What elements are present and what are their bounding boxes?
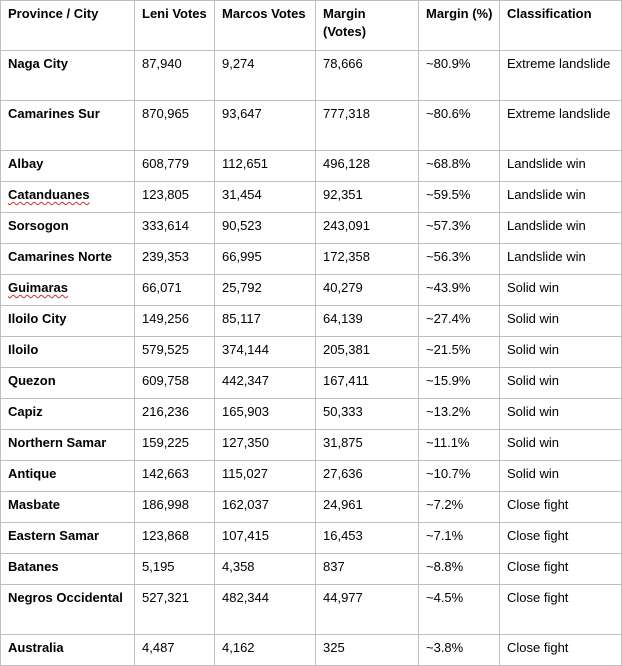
province-cell (1, 213, 135, 244)
leni-votes-cell (135, 275, 215, 306)
marcos-votes-cell (215, 492, 316, 523)
table-row (1, 213, 622, 244)
margin-percent-cell (419, 492, 500, 523)
margin-votes-cell-text: 325 (323, 640, 345, 655)
margin-percent-cell-text: ~80.9% (426, 56, 471, 71)
margin-votes-cell-text: 40,279 (323, 280, 363, 295)
province-cell (1, 306, 135, 337)
margin-votes-cell-text: 92,351 (323, 187, 363, 202)
header-province: Province / City (1, 1, 135, 51)
marcos-votes-cell-text: 482,344 (222, 590, 269, 605)
margin-votes-cell (316, 554, 419, 585)
province-cell (1, 151, 135, 182)
classification-cell-text: Solid win (507, 280, 560, 295)
marcos-votes-cell-text: 93,647 (222, 106, 262, 121)
classification-cell-text: Solid win (507, 342, 560, 357)
margin-votes-cell (316, 492, 419, 523)
margin-percent-cell (419, 635, 500, 666)
margin-percent-cell-text: ~13.2% (426, 404, 471, 419)
table-row (1, 101, 622, 151)
marcos-votes-cell-text: 90,523 (222, 218, 262, 233)
margin-percent-cell-text: ~8.8% (426, 559, 464, 574)
margin-votes-cell-text: 31,875 (323, 435, 363, 450)
province-cell-text: Negros Occidental (8, 590, 123, 605)
margin-votes-cell-text: 172,358 (323, 249, 370, 264)
margin-votes-cell (316, 399, 419, 430)
marcos-votes-cell-text: 4,358 (222, 559, 255, 574)
province-cell-text: Camarines Sur (8, 106, 100, 121)
leni-votes-cell (135, 492, 215, 523)
margin-votes-cell (316, 151, 419, 182)
table-row (1, 635, 622, 666)
province-cell (1, 523, 135, 554)
classification-cell (500, 585, 622, 635)
margin-percent-cell (419, 523, 500, 554)
header-leni-votes: Leni Votes (135, 1, 215, 51)
marcos-votes-cell-text: 162,037 (222, 497, 269, 512)
marcos-votes-cell-text: 85,117 (222, 311, 261, 326)
margin-votes-cell (316, 51, 419, 101)
leni-votes-cell (135, 554, 215, 585)
classification-cell (500, 51, 622, 101)
leni-votes-cell (135, 399, 215, 430)
header-classification: Classification (500, 1, 622, 51)
header-margin-percent: Margin (%) (419, 1, 500, 51)
margin-votes-cell-text: 27,636 (323, 466, 363, 481)
margin-percent-cell (419, 213, 500, 244)
marcos-votes-cell (215, 523, 316, 554)
marcos-votes-cell (215, 430, 316, 461)
classification-cell (500, 461, 622, 492)
province-cell-text: Batanes (8, 559, 59, 574)
marcos-votes-cell (215, 306, 316, 337)
classification-cell-text: Solid win (507, 404, 560, 419)
leni-votes-cell (135, 585, 215, 635)
province-cell (1, 368, 135, 399)
classification-cell (500, 213, 622, 244)
province-cell-text: Antique (8, 466, 57, 481)
margin-percent-cell (419, 368, 500, 399)
margin-votes-cell (316, 213, 419, 244)
leni-votes-cell-text: 609,758 (142, 373, 189, 388)
marcos-votes-cell-text: 25,792 (222, 280, 262, 295)
leni-votes-cell-text: 608,779 (142, 156, 189, 171)
classification-cell (500, 151, 622, 182)
table-row (1, 523, 622, 554)
margin-votes-cell-text: 50,333 (323, 404, 363, 419)
province-cell-text: Iloilo (8, 342, 39, 357)
margin-votes-cell (316, 244, 419, 275)
margin-percent-cell (419, 337, 500, 368)
margin-percent-cell-text: ~43.9% (426, 280, 471, 295)
margin-percent-cell-text: ~21.5% (426, 342, 471, 357)
table-row (1, 368, 622, 399)
province-cell-text: Northern Samar (8, 435, 107, 450)
margin-percent-cell-text: ~7.2% (426, 497, 464, 512)
margin-votes-cell-text: 78,666 (323, 56, 363, 71)
leni-votes-cell-text: 149,256 (142, 311, 189, 326)
classification-cell-text: Close fight (507, 590, 569, 605)
marcos-votes-cell-text: 115,027 (222, 466, 269, 481)
classification-cell-text: Close fight (507, 497, 569, 512)
classification-cell-text: Close fight (507, 640, 569, 655)
leni-votes-cell (135, 213, 215, 244)
marcos-votes-cell-text: 107,415 (222, 528, 269, 543)
margin-votes-cell-text: 16,453 (323, 528, 363, 543)
marcos-votes-cell (215, 275, 316, 306)
classification-cell (500, 337, 622, 368)
table-row (1, 461, 622, 492)
margin-votes-cell (316, 182, 419, 213)
province-cell-text: Guimaras (8, 280, 68, 295)
marcos-votes-cell (215, 101, 316, 151)
marcos-votes-cell-text: 9,274 (222, 56, 255, 71)
margin-percent-cell-text: ~3.8% (426, 640, 464, 655)
province-cell-text: Catanduanes (8, 187, 90, 202)
province-cell (1, 461, 135, 492)
classification-cell-text: Solid win (507, 466, 560, 481)
margin-percent-cell-text: ~11.1% (426, 435, 470, 450)
header-row (1, 1, 622, 51)
margin-votes-cell (316, 523, 419, 554)
margin-percent-cell-text: ~7.1% (426, 528, 464, 543)
leni-votes-cell (135, 101, 215, 151)
leni-votes-cell-text: 66,071 (142, 280, 182, 295)
leni-votes-cell (135, 461, 215, 492)
province-cell-text: Capiz (8, 404, 43, 419)
table-row (1, 275, 622, 306)
marcos-votes-cell (215, 399, 316, 430)
leni-votes-cell-text: 142,663 (142, 466, 189, 481)
classification-cell-text: Solid win (507, 311, 560, 326)
margin-votes-cell-text: 24,961 (323, 497, 363, 512)
margin-percent-cell (419, 554, 500, 585)
leni-votes-cell-text: 4,487 (142, 640, 175, 655)
leni-votes-cell-text: 123,805 (142, 187, 189, 202)
header-marcos-votes: Marcos Votes (215, 1, 316, 51)
province-cell (1, 51, 135, 101)
leni-votes-cell (135, 244, 215, 275)
province-cell (1, 244, 135, 275)
province-cell (1, 337, 135, 368)
province-cell (1, 554, 135, 585)
classification-cell-text: Solid win (507, 435, 560, 450)
leni-votes-cell-text: 333,614 (142, 218, 189, 233)
leni-votes-cell (135, 430, 215, 461)
marcos-votes-cell (215, 368, 316, 399)
margin-votes-cell-text: 496,128 (323, 156, 370, 171)
province-cell (1, 101, 135, 151)
margin-percent-cell (419, 585, 500, 635)
margin-votes-cell (316, 337, 419, 368)
margin-percent-cell (419, 182, 500, 213)
margin-votes-cell (316, 585, 419, 635)
margin-percent-cell (419, 275, 500, 306)
leni-votes-cell (135, 635, 215, 666)
leni-votes-cell-text: 579,525 (142, 342, 189, 357)
marcos-votes-cell-text: 31,454 (222, 187, 262, 202)
province-cell (1, 399, 135, 430)
margin-percent-cell (419, 101, 500, 151)
marcos-votes-cell-text: 127,350 (222, 435, 269, 450)
province-cell-text: Quezon (8, 373, 56, 388)
leni-votes-cell-text: 87,940 (142, 56, 182, 71)
province-cell-text: Australia (8, 640, 64, 655)
margin-votes-cell (316, 430, 419, 461)
classification-cell (500, 554, 622, 585)
marcos-votes-cell (215, 51, 316, 101)
table-row (1, 492, 622, 523)
marcos-votes-cell (215, 213, 316, 244)
classification-cell-text: Solid win (507, 373, 560, 388)
table-row (1, 430, 622, 461)
table-row (1, 306, 622, 337)
province-cell-text: Masbate (8, 497, 61, 512)
province-cell-text: Naga City (8, 56, 68, 71)
margin-percent-cell-text: ~4.5% (426, 590, 464, 605)
margin-votes-cell (316, 461, 419, 492)
marcos-votes-cell-text: 374,144 (222, 342, 269, 357)
classification-cell-text: Landslide win (507, 218, 586, 233)
table-row (1, 337, 622, 368)
province-cell (1, 635, 135, 666)
margin-votes-cell-text: 205,381 (323, 342, 370, 357)
margin-votes-cell (316, 306, 419, 337)
classification-cell (500, 275, 622, 306)
leni-votes-cell (135, 306, 215, 337)
leni-votes-cell-text: 5,195 (142, 559, 175, 574)
province-cell (1, 275, 135, 306)
classification-cell (500, 368, 622, 399)
margin-percent-cell (419, 399, 500, 430)
margin-percent-cell (419, 461, 500, 492)
classification-cell (500, 306, 622, 337)
classification-cell-text: Extreme landslide (507, 56, 611, 71)
margin-votes-cell-text: 837 (323, 559, 345, 574)
classification-cell-text: Landslide win (507, 156, 586, 171)
table-row (1, 182, 622, 213)
classification-cell (500, 244, 622, 275)
margin-percent-cell-text: ~80.6% (426, 106, 471, 121)
province-cell (1, 182, 135, 213)
leni-votes-cell (135, 151, 215, 182)
table-row (1, 554, 622, 585)
margin-votes-cell (316, 368, 419, 399)
leni-votes-cell (135, 337, 215, 368)
province-cell (1, 585, 135, 635)
table-row (1, 151, 622, 182)
marcos-votes-cell (215, 337, 316, 368)
classification-cell-text: Landslide win (507, 187, 586, 202)
margin-percent-cell (419, 306, 500, 337)
marcos-votes-cell-text: 165,903 (222, 404, 269, 419)
margin-votes-cell (316, 635, 419, 666)
margin-percent-cell (419, 151, 500, 182)
margin-percent-cell (419, 51, 500, 101)
marcos-votes-cell-text: 112,651 (222, 156, 269, 171)
marcos-votes-cell-text: 66,995 (222, 249, 262, 264)
classification-cell-text: Close fight (507, 528, 569, 543)
province-cell-text: Eastern Samar (8, 528, 100, 543)
classification-cell-text: Landslide win (507, 249, 586, 264)
marcos-votes-cell (215, 182, 316, 213)
table-row (1, 399, 622, 430)
margin-votes-cell-text: 167,411 (323, 373, 370, 388)
classification-cell-text: Extreme landslide (507, 106, 611, 121)
marcos-votes-cell (215, 635, 316, 666)
classification-cell (500, 399, 622, 430)
table-row (1, 244, 622, 275)
classification-cell (500, 523, 622, 554)
leni-votes-cell-text: 216,236 (142, 404, 189, 419)
margin-votes-cell-text: 777,318 (323, 106, 370, 121)
leni-votes-cell-text: 159,225 (142, 435, 189, 450)
leni-votes-cell-text: 186,998 (142, 497, 189, 512)
margin-percent-cell (419, 430, 500, 461)
results-body (1, 51, 622, 666)
leni-votes-cell (135, 51, 215, 101)
classification-cell (500, 430, 622, 461)
province-cell (1, 492, 135, 523)
leni-votes-cell-text: 870,965 (142, 106, 189, 121)
leni-votes-cell (135, 523, 215, 554)
margin-percent-cell-text: ~57.3% (426, 218, 471, 233)
margin-votes-cell (316, 101, 419, 151)
margin-percent-cell-text: ~10.7% (426, 466, 471, 481)
marcos-votes-cell (215, 554, 316, 585)
classification-cell (500, 182, 622, 213)
province-cell-text: Sorsogon (8, 218, 69, 233)
header-margin-votes: Margin (Votes) (316, 1, 419, 51)
leni-votes-cell-text: 527,321 (142, 590, 189, 605)
marcos-votes-cell (215, 151, 316, 182)
margin-votes-cell (316, 275, 419, 306)
margin-votes-cell-text: 44,977 (323, 590, 363, 605)
classification-cell (500, 101, 622, 151)
leni-votes-cell-text: 239,353 (142, 249, 189, 264)
marcos-votes-cell-text: 442,347 (222, 373, 269, 388)
province-cell-text: Albay (8, 156, 44, 171)
province-cell-text: Iloilo City (8, 311, 67, 326)
leni-votes-cell (135, 368, 215, 399)
margin-percent-cell-text: ~59.5% (426, 187, 471, 202)
marcos-votes-cell (215, 461, 316, 492)
classification-cell-text: Close fight (507, 559, 569, 574)
leni-votes-cell-text: 123,868 (142, 528, 189, 543)
table-row (1, 585, 622, 635)
table-row (1, 51, 622, 101)
margin-percent-cell-text: ~56.3% (426, 249, 471, 264)
marcos-votes-cell-text: 4,162 (222, 640, 255, 655)
marcos-votes-cell (215, 244, 316, 275)
margin-percent-cell-text: ~15.9% (426, 373, 471, 388)
province-cell-text: Camarines Norte (8, 249, 113, 264)
leni-votes-cell (135, 182, 215, 213)
margin-percent-cell (419, 244, 500, 275)
margin-percent-cell-text: ~27.4% (426, 311, 471, 326)
margin-percent-cell-text: ~68.8% (426, 156, 471, 171)
province-cell (1, 430, 135, 461)
margin-votes-cell-text: 64,139 (323, 311, 363, 326)
classification-cell (500, 492, 622, 523)
classification-cell (500, 635, 622, 666)
marcos-votes-cell (215, 585, 316, 635)
margin-votes-cell-text: 243,091 (323, 218, 370, 233)
